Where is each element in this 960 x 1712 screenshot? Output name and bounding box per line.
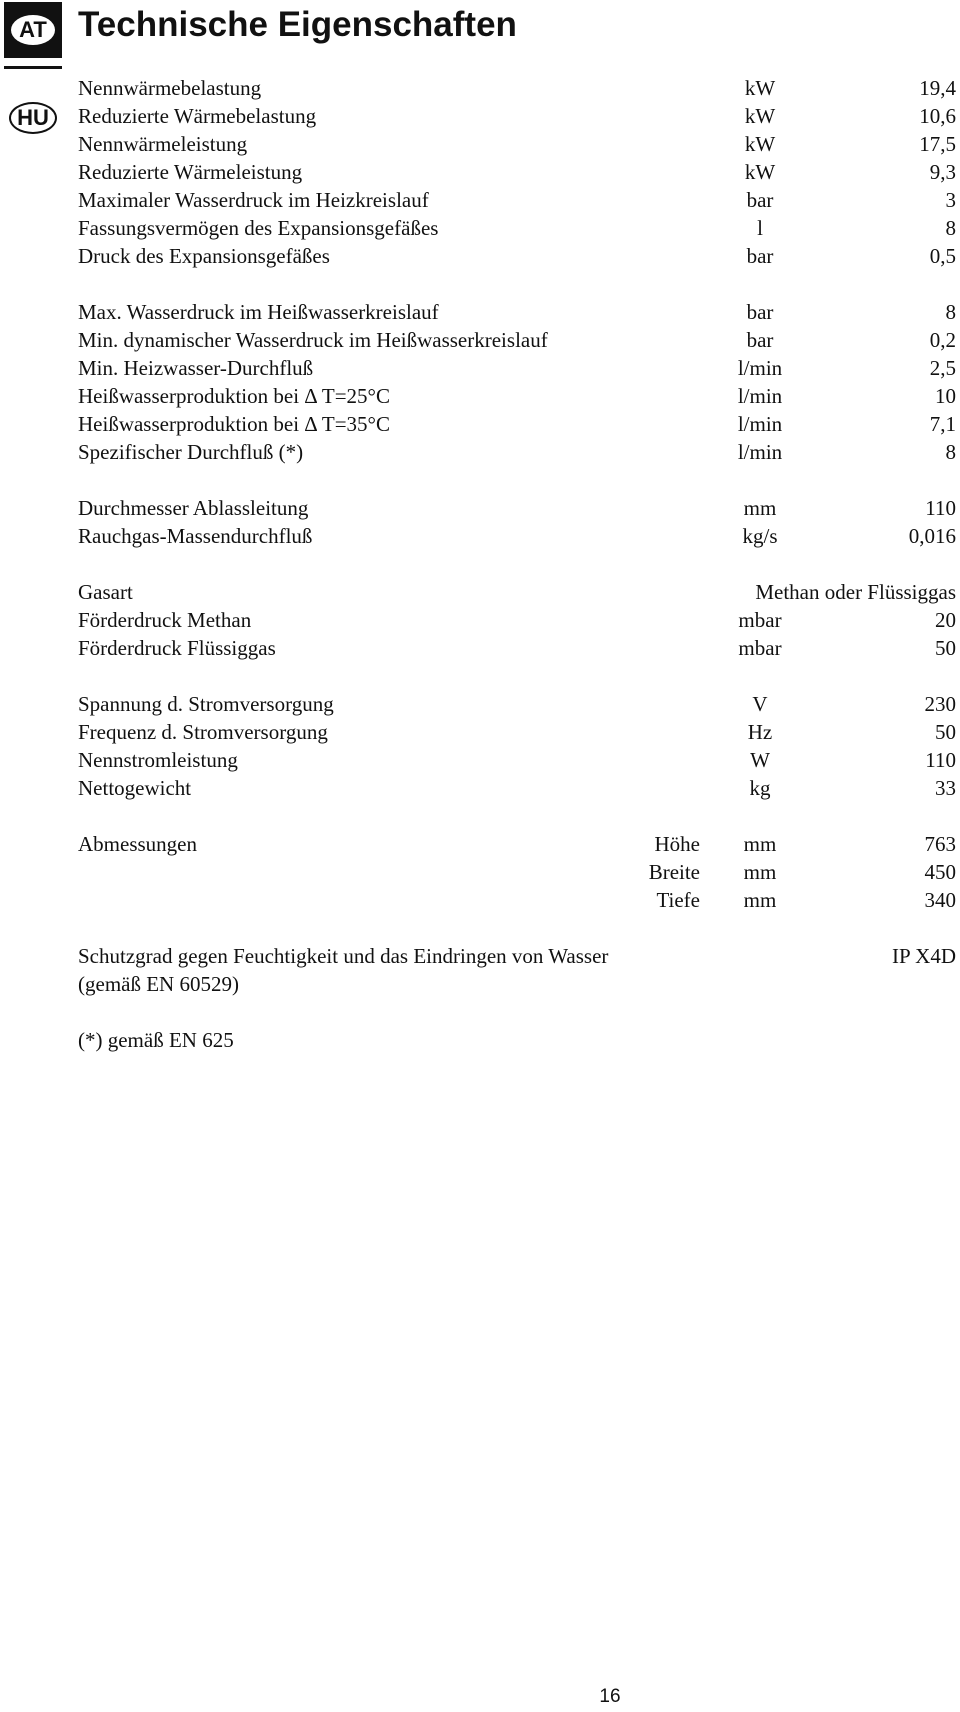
spec-row (0, 410, 960, 439)
badge-divider (4, 66, 62, 69)
spec-row (0, 858, 960, 887)
spec-label: Min. Heizwasser-Durchfluß (78, 356, 314, 380)
spec-row (0, 774, 960, 803)
spec-label: Schutzgrad gegen Feuchtigkeit und das Eindringen von Wasser (78, 944, 609, 968)
spec-unit: kg/s (742, 524, 778, 548)
spec-row (0, 438, 960, 467)
page-number: 16 (599, 1686, 621, 1707)
spec-value: 450 (924, 860, 956, 884)
spec-value: 9,3 (929, 160, 956, 184)
spec-label: Nettogewicht (78, 776, 192, 800)
spec-value: 7,1 (929, 412, 956, 436)
spec-row (0, 242, 960, 271)
spec-unit: kW (744, 76, 776, 100)
spec-row (0, 354, 960, 383)
spec-row (0, 186, 960, 215)
spec-unit: bar (746, 188, 774, 212)
spec-label: Min. dynamischer Wasserdruck im Heißwasserkreislauf (78, 328, 548, 352)
spec-value: 340 (924, 888, 956, 912)
country-badge-at: AT (4, 2, 62, 58)
spec-row (0, 214, 960, 243)
spec-label: Spezifischer Durchfluß (*) (78, 440, 304, 464)
spec-unit: kW (744, 160, 776, 184)
spec-value: 50 (935, 720, 956, 744)
spec-unit: mm (743, 860, 777, 884)
spec-unit: V (752, 692, 768, 716)
spec-unit: bar (746, 300, 774, 324)
spec-row (0, 130, 960, 159)
spec-label: Durchmesser Ablassleitung (78, 496, 309, 520)
spec-row (0, 690, 960, 719)
spec-value: 763 (924, 832, 956, 856)
spec-label: Heißwasserproduktion bei Δ T=35°C (78, 412, 390, 436)
spec-label: Heißwasserproduktion bei Δ T=25°C (78, 384, 390, 408)
spec-row (0, 158, 960, 187)
spec-row (0, 886, 960, 915)
spec-label: (gemäß EN 60529) (78, 972, 239, 996)
spec-label: Spannung d. Stromversorgung (78, 692, 334, 716)
spec-unit: Hz (747, 720, 773, 744)
spec-value: 20 (935, 608, 956, 632)
page-title: Technische Eigenschaften (78, 5, 517, 44)
spec-sublabel: Tiefe (656, 888, 700, 912)
spec-row (0, 970, 960, 999)
spec-label: Frequenz d. Stromversorgung (78, 720, 328, 744)
spec-unit: mm (743, 888, 777, 912)
spec-sublabel: Breite (648, 860, 700, 884)
spec-row (0, 718, 960, 747)
spec-row (0, 298, 960, 327)
spec-unit: bar (746, 328, 774, 352)
spec-value: 230 (924, 692, 956, 716)
spec-label: (*) gemäß EN 625 (78, 1028, 234, 1052)
spec-sublabel: Höhe (654, 832, 700, 856)
spec-value: 8 (945, 300, 956, 324)
spec-label: Rauchgas-Massendurchfluß (78, 524, 313, 548)
spec-value: 8 (945, 216, 956, 240)
spec-value: IP X4D (892, 944, 956, 968)
spec-unit: l/min (737, 356, 783, 380)
spec-unit: mbar (738, 608, 782, 632)
spec-label: Nennwärmebelastung (78, 76, 262, 100)
spec-label: Gasart (78, 580, 133, 604)
spec-label: Förderdruck Methan (78, 608, 252, 632)
spec-unit: l/min (737, 384, 783, 408)
spec-row (0, 746, 960, 775)
spec-row (0, 830, 960, 859)
spec-row (0, 382, 960, 411)
spec-unit: mm (743, 496, 777, 520)
spec-row (0, 942, 960, 971)
spec-unit: l (757, 216, 763, 240)
spec-value: 0,5 (929, 244, 956, 268)
spec-row (0, 578, 960, 607)
spec-value: 110 (925, 748, 956, 772)
spec-row (0, 102, 960, 131)
spec-label: Abmessungen (78, 832, 197, 856)
spec-value: 50 (935, 636, 956, 660)
spec-value: 0,016 (908, 524, 956, 548)
spec-label: Nennstromleistung (78, 748, 238, 772)
spec-value: 3 (945, 188, 956, 212)
spec-value: 19,4 (919, 76, 956, 100)
spec-row (0, 606, 960, 635)
country-badge-hu: HU (4, 96, 62, 139)
spec-unit: kW (744, 104, 776, 128)
spec-value: 0,2 (929, 328, 956, 352)
spec-value: 33 (935, 776, 956, 800)
spec-value: 8 (945, 440, 956, 464)
spec-value: 17,5 (919, 132, 956, 156)
spec-label: Förderdruck Flüssiggas (78, 636, 276, 660)
spec-label: Maximaler Wasserdruck im Heizkreislauf (78, 188, 429, 212)
spec-row (0, 326, 960, 355)
spec-label: Nennwärmeleistung (78, 132, 248, 156)
spec-label: Max. Wasserdruck im Heißwasserkreislauf (78, 300, 439, 324)
spec-value: 10 (935, 384, 956, 408)
spec-unit: bar (746, 244, 774, 268)
spec-unit: mbar (738, 636, 782, 660)
spec-unit: kW (744, 132, 776, 156)
spec-unit: mm (743, 832, 777, 856)
spec-unit: l/min (737, 412, 783, 436)
spec-row (0, 74, 960, 103)
spec-row (0, 522, 960, 551)
spec-label: Reduzierte Wärmeleistung (78, 160, 303, 184)
spec-unit: W (750, 748, 770, 772)
spec-row (0, 634, 960, 663)
spec-unit: kg (749, 776, 771, 800)
spec-value: 110 (925, 496, 956, 520)
spec-value: 2,5 (929, 356, 956, 380)
spec-row (0, 494, 960, 523)
spec-label: Reduzierte Wärmebelastung (78, 104, 317, 128)
spec-label: Fassungsvermögen des Expansionsgefäßes (78, 216, 439, 240)
spec-value: 10,6 (919, 104, 956, 128)
spec-label: Druck des Expansionsgefäßes (78, 244, 330, 268)
spec-unit: l/min (737, 440, 783, 464)
spec-value: Methan oder Flüssiggas (755, 580, 956, 604)
spec-row (0, 1026, 960, 1055)
